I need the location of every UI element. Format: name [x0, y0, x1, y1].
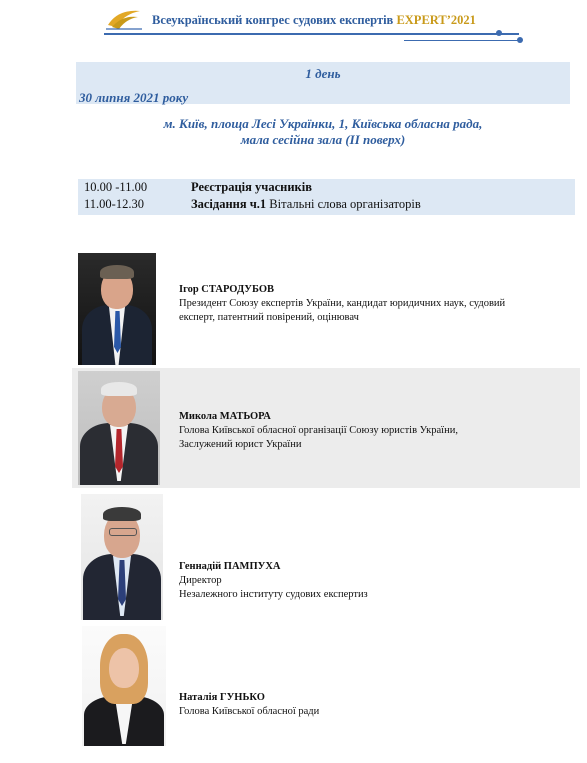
venue: [76, 116, 570, 148]
speaker-card: [72, 250, 580, 368]
speaker-name: Ігор СТАРОДУБОВ: [179, 284, 275, 295]
speaker-role: Заслужений юрист України: [179, 439, 302, 450]
speaker-name: Геннадій ПАМПУХА: [179, 561, 281, 572]
congress-title: Всеукраїнський конгрес судових експертів EXPERT’2021: [152, 13, 476, 27]
schedule-title-wrap: [191, 197, 421, 212]
speaker-photo: [78, 253, 156, 365]
speaker-role: Голова Київської обласної ради: [179, 706, 320, 717]
speaker-role: Незалежного інституту судових експертиз: [179, 589, 368, 600]
schedule-time: 10.00 -11.00: [84, 180, 148, 194]
congress-logo-icon: [104, 5, 144, 31]
schedule-time: 11.00-12.30: [84, 197, 144, 211]
speaker-info: [179, 283, 505, 325]
speaker-photo: [78, 371, 160, 485]
speaker-info: [179, 691, 319, 719]
schedule-desc: Вітальні слова організаторів: [266, 197, 421, 211]
venue-line: м. Київ, площа Лесі Українки, 1, Київська обласна рада,: [163, 116, 483, 131]
speaker-role: Президент Союзу експертів України, кандидат юридичних наук, судовий: [179, 298, 506, 309]
header-rule: [104, 33, 519, 35]
speaker-info: [179, 410, 458, 452]
congress-title-accent: EXPERT’2021: [396, 13, 476, 27]
header-rule-thin: [404, 40, 519, 41]
speaker-photo: [81, 494, 163, 620]
date-label: 30 липня 2021 року: [79, 90, 189, 105]
page-header: [104, 5, 534, 43]
schedule-title: Засідання ч.1: [191, 197, 267, 211]
venue-line: мала сесійна зала (ІІ поверх): [240, 132, 406, 147]
speaker-role: Голова Київської обласної організації Союзу юристів України,: [179, 425, 458, 436]
speaker-photo: [82, 626, 166, 746]
day-band: [76, 62, 570, 104]
speaker-role: експерт, патентний повірений, оцінювач: [179, 312, 359, 323]
speaker-card: [72, 624, 580, 750]
schedule-block: [78, 179, 575, 215]
speaker-role: Директор: [179, 575, 222, 586]
header-rule-dot: [496, 30, 502, 36]
schedule-title: Реєстрація учасників: [191, 180, 312, 194]
header-rule-dot: [517, 37, 523, 43]
speaker-name: Наталія ГУНЬКО: [179, 692, 265, 703]
day-label: 1 день: [305, 66, 341, 81]
speaker-card: [72, 368, 580, 488]
speaker-info: [179, 560, 368, 602]
speaker-card: [72, 492, 580, 622]
speaker-name: Микола МАТЬОРА: [179, 411, 271, 422]
